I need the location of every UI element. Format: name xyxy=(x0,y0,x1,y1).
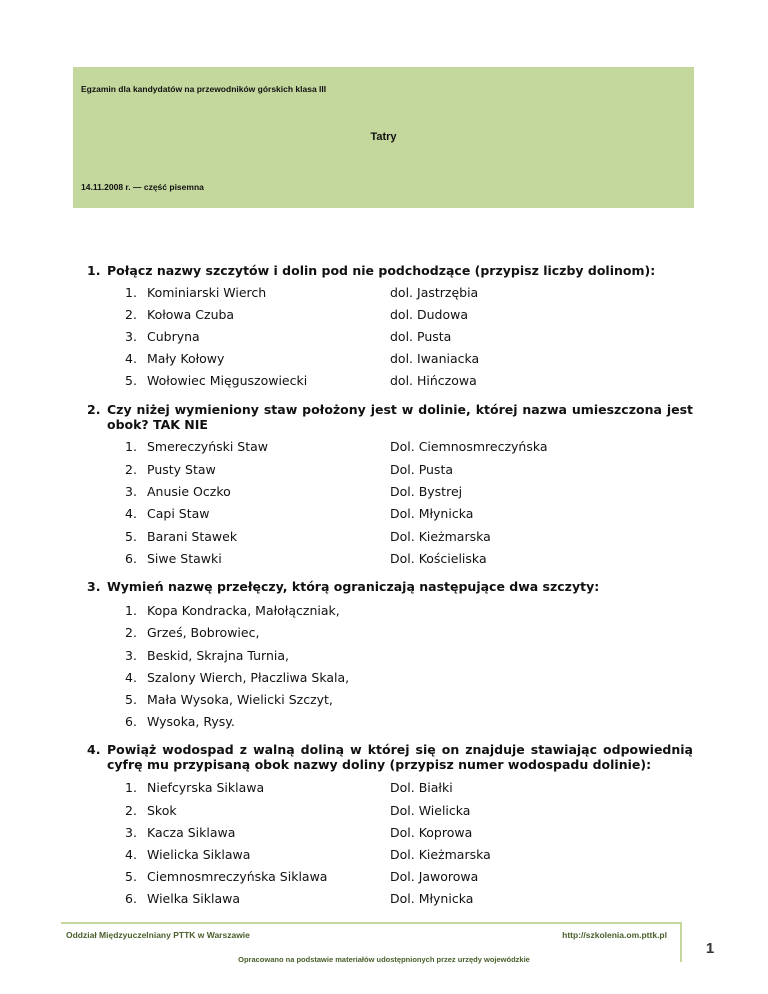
question-1 xyxy=(87,263,693,278)
item-left: Wołowiec Mięguszowiecki xyxy=(147,373,308,388)
item-right: dol. Jastrzębia xyxy=(390,285,479,300)
list-item xyxy=(125,551,222,566)
item-number: 4. xyxy=(125,506,137,521)
item-number: 6. xyxy=(125,891,137,906)
item-left: Mała Wysoka, Wielicki Szczyt, xyxy=(147,692,333,707)
item-left: Beskid, Skrajna Turnia, xyxy=(147,648,289,663)
list-item xyxy=(125,891,240,906)
item-left: Ciemnosmreczyńska Siklawa xyxy=(147,869,328,884)
item-right: Dol. Bystrej xyxy=(390,484,463,499)
item-right: Dol. Ciemnosmreczyńska xyxy=(390,439,548,454)
question-text: Wymień nazwę przełęczy, którą ograniczają następujące dwa szczyty: xyxy=(107,579,600,594)
item-number: 2. xyxy=(125,462,137,477)
list-item xyxy=(125,285,266,300)
item-number: 3. xyxy=(125,329,137,344)
item-left: Kacza Siklawa xyxy=(147,825,236,840)
item-number: 5. xyxy=(125,373,137,388)
item-left: Barani Stawek xyxy=(147,529,238,544)
question-number: 2. xyxy=(87,402,101,417)
item-left: Anusie Oczko xyxy=(147,484,231,499)
item-left: Kołowa Czuba xyxy=(147,307,235,322)
list-item xyxy=(125,825,235,840)
list-item xyxy=(125,670,349,685)
item-left: Pusty Staw xyxy=(147,462,216,477)
item-left: Wielicka Siklawa xyxy=(147,847,251,862)
footer-organization: Oddział Międzyuczelniany PTTK w Warszawie xyxy=(66,930,250,940)
list-item xyxy=(125,648,289,663)
item-number: 5. xyxy=(125,692,137,707)
item-number: 2. xyxy=(125,625,137,640)
list-item xyxy=(125,625,259,640)
item-left: Capi Staw xyxy=(147,506,210,521)
item-number: 1. xyxy=(125,603,137,618)
item-right: dol. Pusta xyxy=(390,329,452,344)
item-left: Szalony Wierch, Płaczliwa Skala, xyxy=(147,670,350,685)
item-right: Dol. Białki xyxy=(390,780,453,795)
question-number: 1. xyxy=(87,263,101,278)
item-left: Kopa Kondracka, Małołączniak, xyxy=(147,603,340,618)
item-left: Mały Kołowy xyxy=(147,351,225,366)
item-number: 2. xyxy=(125,803,137,818)
header-title: Tatry xyxy=(370,131,397,143)
list-item xyxy=(125,462,216,477)
question-2 xyxy=(87,402,693,432)
item-right: Dol. Kościeliska xyxy=(390,551,487,566)
item-right: dol. Hińczowa xyxy=(390,373,477,388)
list-item xyxy=(125,351,224,366)
question-text: Czy niżej wymieniony staw położony jest w dolinie, której nazwa umieszczona jest obok? TAK NIE xyxy=(107,402,693,432)
item-left: Grześ, Bobrowiec, xyxy=(147,625,260,640)
list-item xyxy=(125,329,200,344)
item-right: Dol. Kieżmarska xyxy=(390,529,491,544)
item-right: dol. Dudowa xyxy=(390,307,469,322)
list-item xyxy=(125,847,250,862)
header-date: 14.11.2008 r. — część pisemna xyxy=(81,182,204,192)
item-left: Skok xyxy=(147,803,177,818)
item-number: 6. xyxy=(125,551,137,566)
question-4 xyxy=(87,742,693,772)
item-left: Wysoka, Rysy. xyxy=(147,714,235,729)
list-item xyxy=(125,803,177,818)
item-left: Cubryna xyxy=(147,329,200,344)
item-left: Smereczyński Staw xyxy=(147,439,269,454)
item-number: 3. xyxy=(125,648,137,663)
list-item xyxy=(125,603,340,618)
question-number: 3. xyxy=(87,579,101,594)
item-number: 4. xyxy=(125,670,137,685)
footer-note: Opracowano na podstawie materiałów udostępnionych przez urzędy wojewódzkie xyxy=(238,955,530,964)
page-number: 1 xyxy=(705,940,715,957)
list-item xyxy=(125,714,235,729)
header-exam-name: Egzamin dla kandydatów na przewodników górskich klasa III xyxy=(81,84,327,94)
item-number: 4. xyxy=(125,847,137,862)
item-number: 4. xyxy=(125,351,137,366)
item-left: Niefcyrska Siklawa xyxy=(147,780,265,795)
item-number: 3. xyxy=(125,825,137,840)
item-left: Siwe Stawki xyxy=(147,551,222,566)
item-right: Dol. Koprowa xyxy=(390,825,473,840)
item-number: 1. xyxy=(125,439,137,454)
list-item xyxy=(125,780,264,795)
question-text: Powiąż wodospad z walną doliną w której się on znajduje stawiając odpowiednią cyfrę mu przypisaną obok nazwy doliny (przypisz numer wodospadu dolinie): xyxy=(107,742,693,772)
question-3 xyxy=(87,579,693,594)
item-right: Dol. Młynicka xyxy=(390,506,474,521)
list-item xyxy=(125,869,327,884)
list-item xyxy=(125,439,268,454)
item-right: Dol. Pusta xyxy=(390,462,454,477)
item-number: 1. xyxy=(125,780,137,795)
question-text: Połącz nazwy szczytów i dolin pod nie podchodzące (przypisz liczby dolinom): xyxy=(107,263,656,278)
list-item xyxy=(125,506,210,521)
list-item xyxy=(125,373,307,388)
question-number: 4. xyxy=(87,742,101,757)
item-left: Wielka Siklawa xyxy=(147,891,241,906)
item-right: Dol. Wielicka xyxy=(390,803,471,818)
item-left: Kominiarski Wierch xyxy=(147,285,267,300)
footer-url: http://szkolenia.om.pttk.pl xyxy=(562,930,667,940)
footer-divider xyxy=(61,922,680,924)
item-number: 6. xyxy=(125,714,137,729)
item-right: Dol. Jaworowa xyxy=(390,869,479,884)
list-item xyxy=(125,484,231,499)
item-number: 3. xyxy=(125,484,137,499)
item-right: Dol. Młynicka xyxy=(390,891,474,906)
item-right: dol. Iwaniacka xyxy=(390,351,480,366)
item-number: 2. xyxy=(125,307,137,322)
item-right: Dol. Kieżmarska xyxy=(390,847,491,862)
item-number: 1. xyxy=(125,285,137,300)
list-item xyxy=(125,692,333,707)
list-item xyxy=(125,529,237,544)
list-item xyxy=(125,307,234,322)
item-number: 5. xyxy=(125,869,137,884)
exam-header xyxy=(73,67,694,208)
item-number: 5. xyxy=(125,529,137,544)
